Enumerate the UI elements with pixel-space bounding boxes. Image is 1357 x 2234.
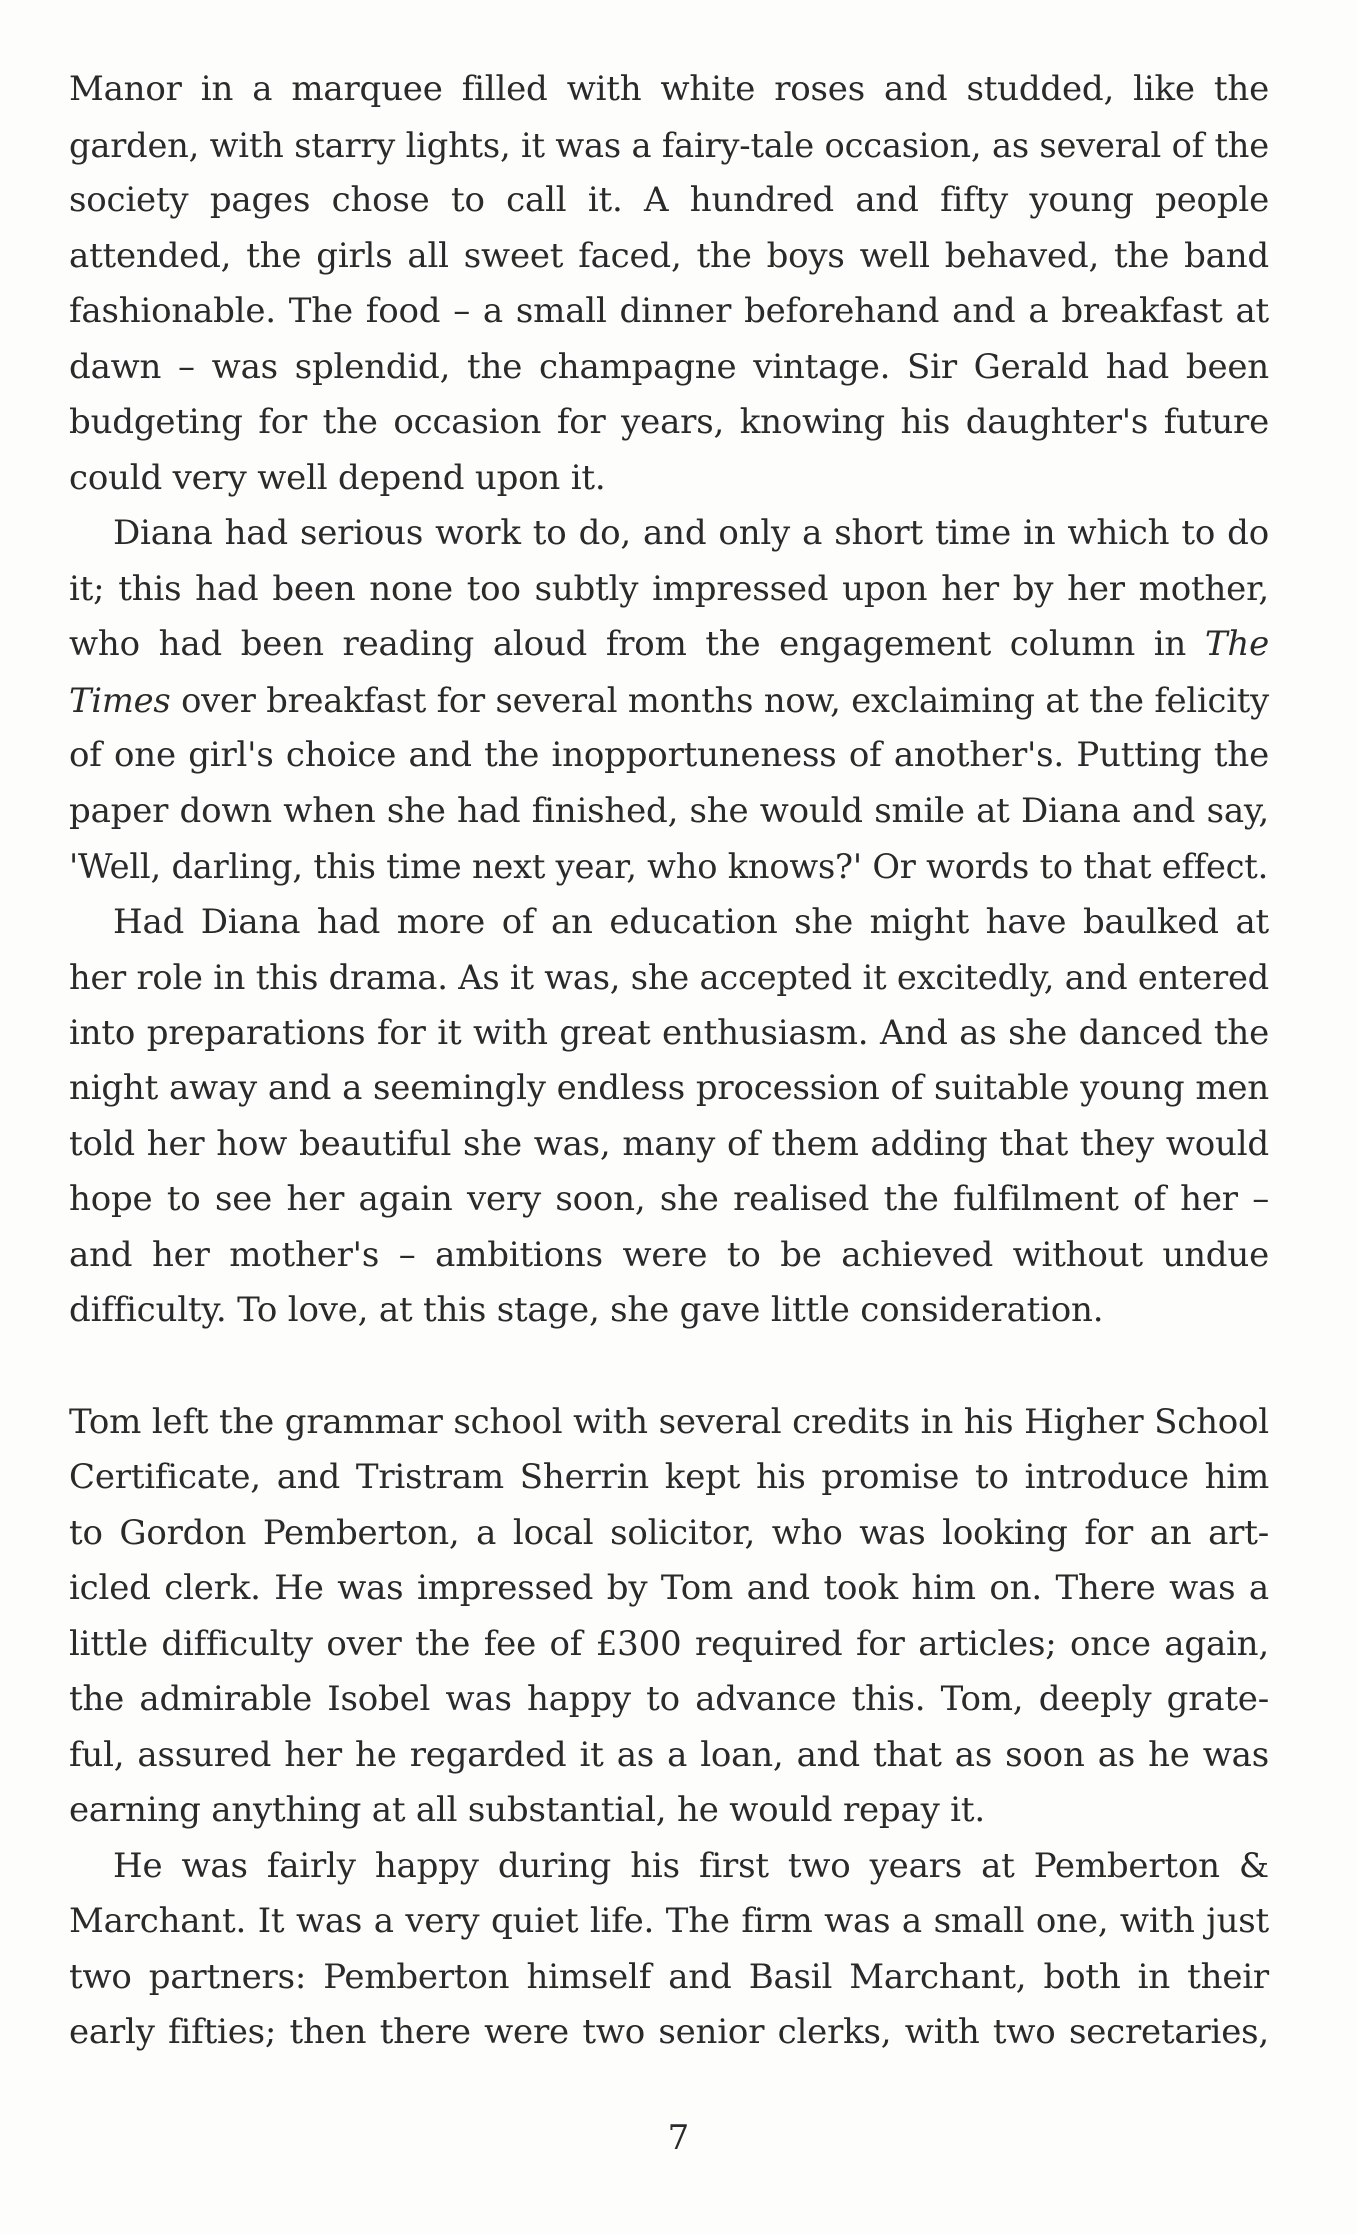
paragraph xyxy=(69,506,1269,895)
paragraph xyxy=(69,1839,1269,2061)
text-line: budgeting for the occasion for years, knowing his daughter's future xyxy=(69,402,1269,442)
text-line: society pages chose to call it. A hundred and fifty young people xyxy=(69,180,1269,220)
italic-title: The xyxy=(1204,624,1269,664)
italic-title: Times xyxy=(69,680,171,720)
text-line: to Gordon Pemberton, a local solicitor, who was looking for an art- xyxy=(69,1512,1269,1553)
text-line: of one girl's choice and the inopportuneness of another's. Putting the xyxy=(69,735,1269,775)
text-line: ful, assured her he regarded it as a loan, and that as soon as he was xyxy=(69,1734,1269,1775)
text-line: fashionable. The food – a small dinner beforehand and a breakfast at xyxy=(69,291,1269,331)
text-line: paper down when she had finished, she would smile at Diana and say, xyxy=(69,790,1269,831)
text-line: and her mother's – ambitions were to be achieved without undue xyxy=(69,1234,1269,1275)
text-line: dawn – was splendid, the champagne vintage. Sir Gerald had been xyxy=(69,346,1269,387)
body-text xyxy=(69,62,1269,2061)
text-line: Times over breakfast for several months now, exclaiming at the felicity xyxy=(69,680,1269,720)
paragraph xyxy=(69,62,1269,506)
text-line: Had Diana had more of an education she might have baulked at xyxy=(113,901,1269,942)
text-line: told her how beautiful she was, many of them adding that they would xyxy=(69,1123,1269,1164)
paragraph xyxy=(69,1395,1269,1839)
text-line: Marchant. It was a very quiet life. The firm was a small one, with just xyxy=(69,1901,1269,1941)
text-line: garden, with starry lights, it was a fairy-tale occasion, as several of the xyxy=(69,125,1269,165)
text-line: earning anything at all substantial, he would repay it. xyxy=(69,1790,985,1830)
text-line: it; this had been none too subtly impressed upon her by her mother, xyxy=(69,568,1269,609)
text-line: early fifties; then there were two senior clerks, with two secretaries, xyxy=(69,2012,1269,2052)
text-line: could very well depend upon it. xyxy=(69,457,606,498)
text-line: her role in this drama. As it was, she accepted it excitedly, and entered xyxy=(69,958,1269,997)
text-line: He was fairly happy during his first two years at Pemberton & xyxy=(113,1845,1269,1886)
text-line: into preparations for it with great enthusiasm. And as she danced the xyxy=(69,1012,1269,1053)
text-line: Diana had serious work to do, and only a short time in which to do xyxy=(113,513,1269,553)
text-line: who had been reading aloud from the engagement column in The xyxy=(69,624,1269,664)
text-line: icled clerk. He was impressed by Tom and took him on. There was a xyxy=(69,1568,1269,1608)
text-line: Certificate, and Tristram Sherrin kept his promise to introduce him xyxy=(69,1457,1269,1497)
text-line: Tom left the grammar school with several credits in his Higher School xyxy=(69,1401,1269,1442)
section-break xyxy=(69,1339,1269,1395)
text-line: 'Well, darling, this time next year, who knows?' Or words to that effect. xyxy=(69,847,1269,886)
text-line: Manor in a marquee filled with white roses and studded, like the xyxy=(69,69,1269,109)
text-line: the admirable Isobel was happy to advance this. Tom, deeply grate- xyxy=(69,1679,1269,1719)
text-line: night away and a seemingly endless procession of suitable young men xyxy=(69,1068,1269,1108)
text-line: two partners: Pemberton himself and Basil Marchant, both in their xyxy=(69,1956,1269,1997)
text-line: difficulty. To love, at this stage, she gave little consideration. xyxy=(69,1290,1104,1330)
text-line: little difficulty over the fee of £300 required for articles; once again, xyxy=(69,1623,1269,1664)
page-number: 7 xyxy=(667,2118,690,2158)
paragraph xyxy=(69,895,1269,1339)
text-line: hope to see her again very soon, she realised the fulfilment of her – xyxy=(69,1179,1269,1219)
text-line: attended, the girls all sweet faced, the boys well behaved, the band xyxy=(69,235,1269,276)
